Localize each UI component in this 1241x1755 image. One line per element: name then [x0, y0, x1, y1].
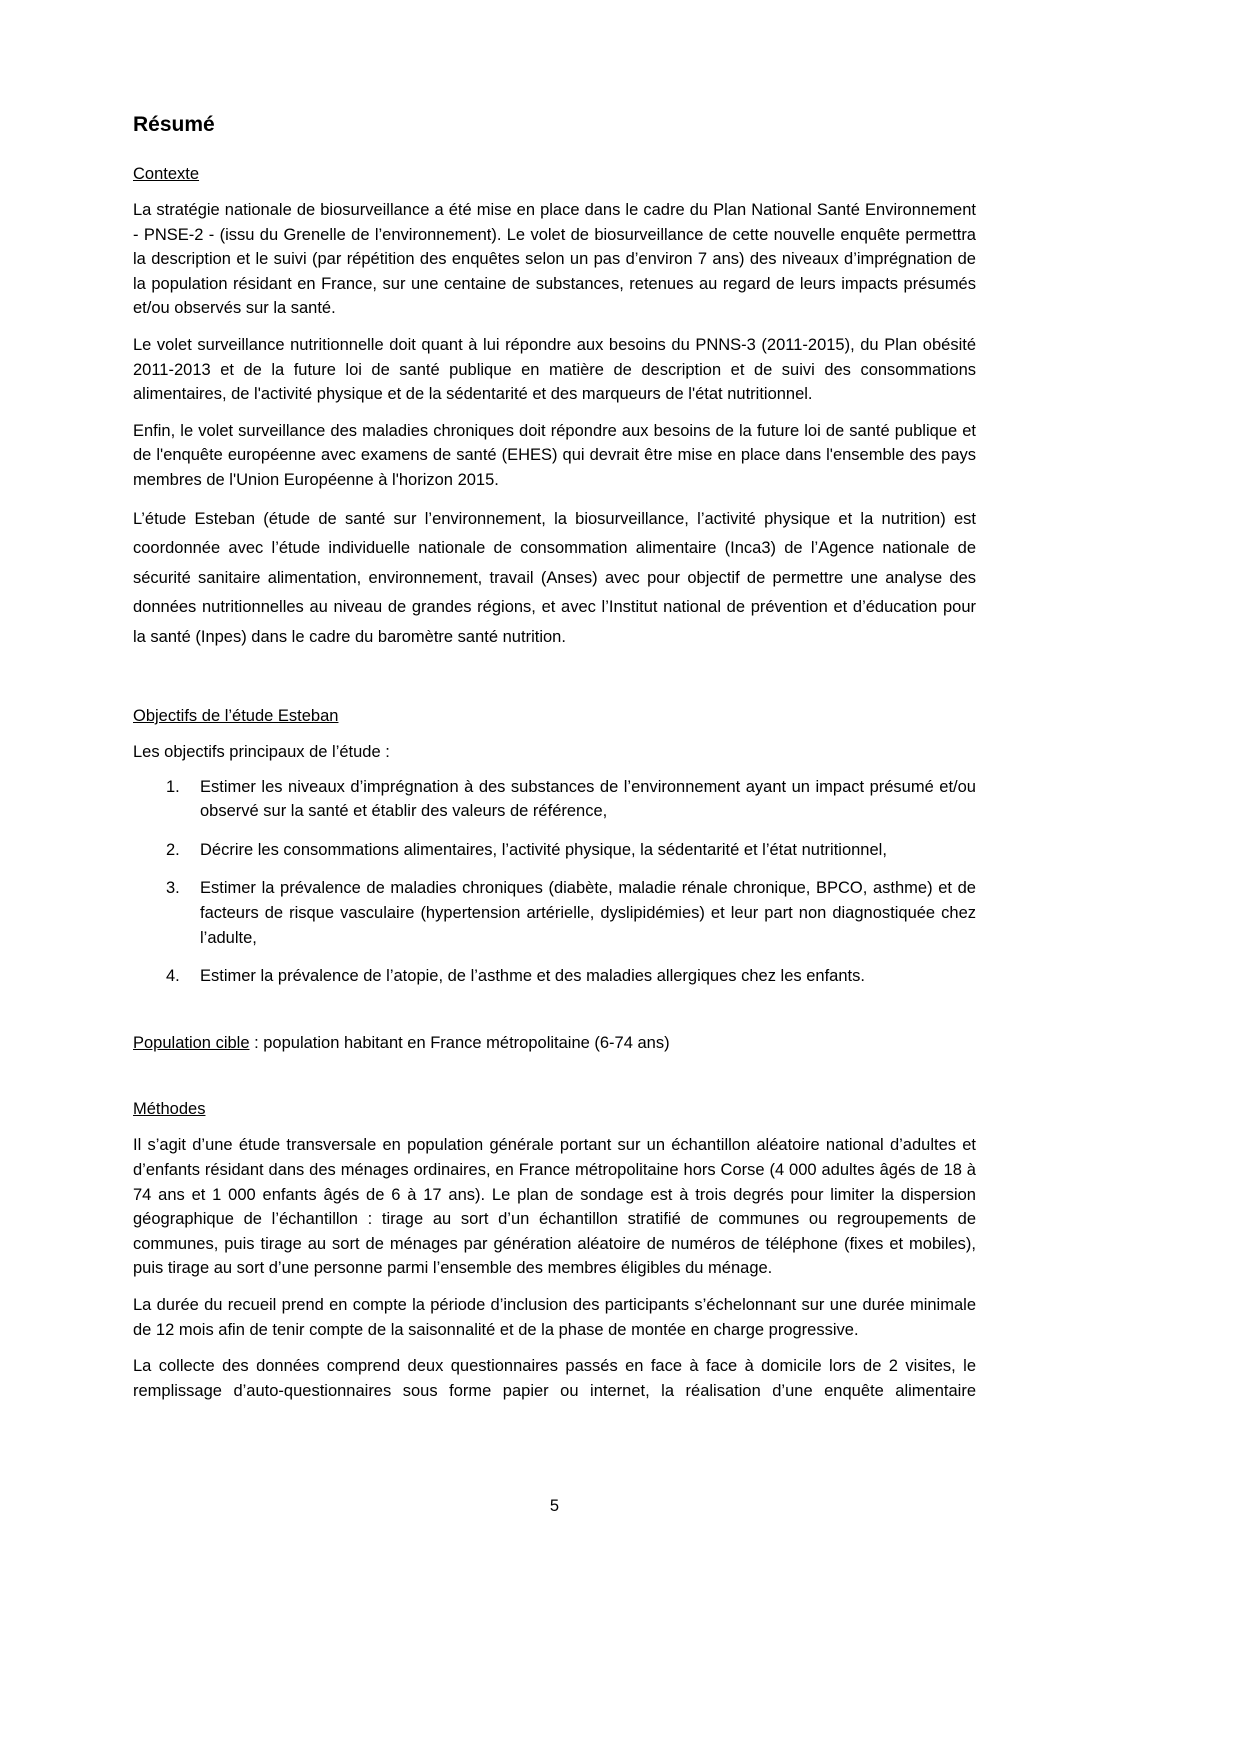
list-item-number: 1. [166, 777, 180, 796]
paragraph-methodes-1: Il s’agit d’une étude transversale en population générale portant sur un échantillon aléatoire national d’adultes et d’enfants résidant dans des ménages ordinaires, en France métropolitaine hors Corse (4 000 adultes âgés de 18 à 74 ans et 1 000 enfants âgés de 6 à 17 ans). Le plan de sondage est à trois degrés pour limiter la dispersion géographique de l’échantillon : tirage au sort d’un échantillon stratifié de communes ou regroupements de communes, puis tirage au sort de ménages par génération aléatoire de numéros de téléphone (fixes et mobiles), puis tirage au sort d’une personne parmi l’ensemble des membres éligibles du ménage. [133, 1136, 976, 1278]
paragraph-methodes-3: La collecte des données comprend deux questionnaires passés en face à face à domicile lors de 2 visites, le remplissage d’auto-questionnaires sous forme papier ou internet, la réalisation d’une enquête alimentaire [133, 1357, 976, 1400]
section-heading-objectifs: Objectifs de l’étude Esteban [133, 707, 339, 726]
list-item-text: Estimer les niveaux d’imprégnation à des substances de l’environnement ayant un impact présumé et/ou observé sur la santé et établir des valeurs de référence, [200, 777, 976, 821]
objectives-list [133, 775, 976, 989]
paragraph-contexte-2: Le volet surveillance nutritionnelle doit quant à lui répondre aux besoins du PNNS-3 (2011-2015), du Plan obésité 2011-2013 et de la future loi de santé publique en matière de description et de suivi des consommations alimentaires, de l'activité physique et de la sédentarité et des marqueurs de l'état nutritionnel. [133, 335, 976, 404]
page-title: Résumé [133, 113, 215, 136]
list-item-number: 3. [166, 879, 180, 898]
section-heading-contexte: Contexte [133, 165, 200, 183]
page-content [133, 112, 976, 1415]
list-item [133, 775, 976, 824]
list-item [133, 876, 976, 950]
objectifs-intro: Les objectifs principaux de l’étude : [133, 743, 390, 762]
paragraph-contexte-3: Enfin, le volet surveillance des maladies chroniques doit répondre aux besoins de la future loi de santé publique et de l'enquête européenne avec examens de santé (EHES) qui devrait être mise en place dans l'ensemble des pays membres de l'Union Européenne à l'horizon 2015. [133, 421, 976, 489]
list-item-text: Estimer la prévalence de l’atopie, de l’asthme et des maladies allergiques chez les enfants. [200, 967, 865, 986]
population-cible-line [133, 1031, 976, 1056]
paragraph-contexte-1: La stratégie nationale de biosurveillance a été mise en place dans le cadre du Plan National Santé Environnement - PNSE-2 - (issu du Grenelle de l’environnement). Le volet de biosurveillance de cette nouvelle enquête permettra la description et le suivi (par répétition des enquêtes selon un pas d’environ 7 ans) des niveaux d’imprégnation de la population résidant en France, sur une centaine de substances, retenues au regard de leurs impacts présumés et/ou observés sur la santé. [133, 201, 976, 318]
section-heading-population-cible: Population cible [133, 1033, 250, 1052]
list-item [133, 964, 976, 989]
list-item-number: 4. [166, 967, 180, 986]
page-number: 5 [549, 1497, 560, 1515]
list-item-text: Décrire les consommations alimentaires, l’activité physique, la sédentarité et l’état nutritionnel, [200, 840, 887, 859]
list-item-number: 2. [166, 840, 180, 859]
list-item [133, 838, 976, 863]
paragraph-contexte-4: L’étude Esteban (étude de santé sur l’environnement, la biosurveillance, l’activité physique et la nutrition) est coordonnée avec l’étude individuelle nationale de consommation alimentaire (Inca3) de l’Agence nationale de sécurité sanitaire alimentation, environnement, travail (Anses) avec pour objectif de permettre une analyse des données nutritionnelles au niveau de grandes régions, et avec l’Institut national de prévention et d’éducation pour la santé (Inpes) dans le cadre du baromètre santé nutrition. [133, 509, 976, 646]
section-heading-methodes: Méthodes [133, 1100, 206, 1119]
population-cible-text: : population habitant en France métropolitaine (6-74 ans) [249, 1033, 670, 1052]
list-item-text: Estimer la prévalence de maladies chroniques (diabète, maladie rénale chronique, BPCO, asthme) et de facteurs de risque vasculaire (hypertension artérielle, dyslipidémies) et leur part non diagnostiquée chez l’adulte, [200, 879, 976, 947]
paragraph-methodes-2: La durée du recueil prend en compte la période d’inclusion des participants s’échelonnant sur une durée minimale de 12 mois afin de tenir compte de la saisonnalité et de la phase de montée en charge progressive. [133, 1295, 976, 1339]
